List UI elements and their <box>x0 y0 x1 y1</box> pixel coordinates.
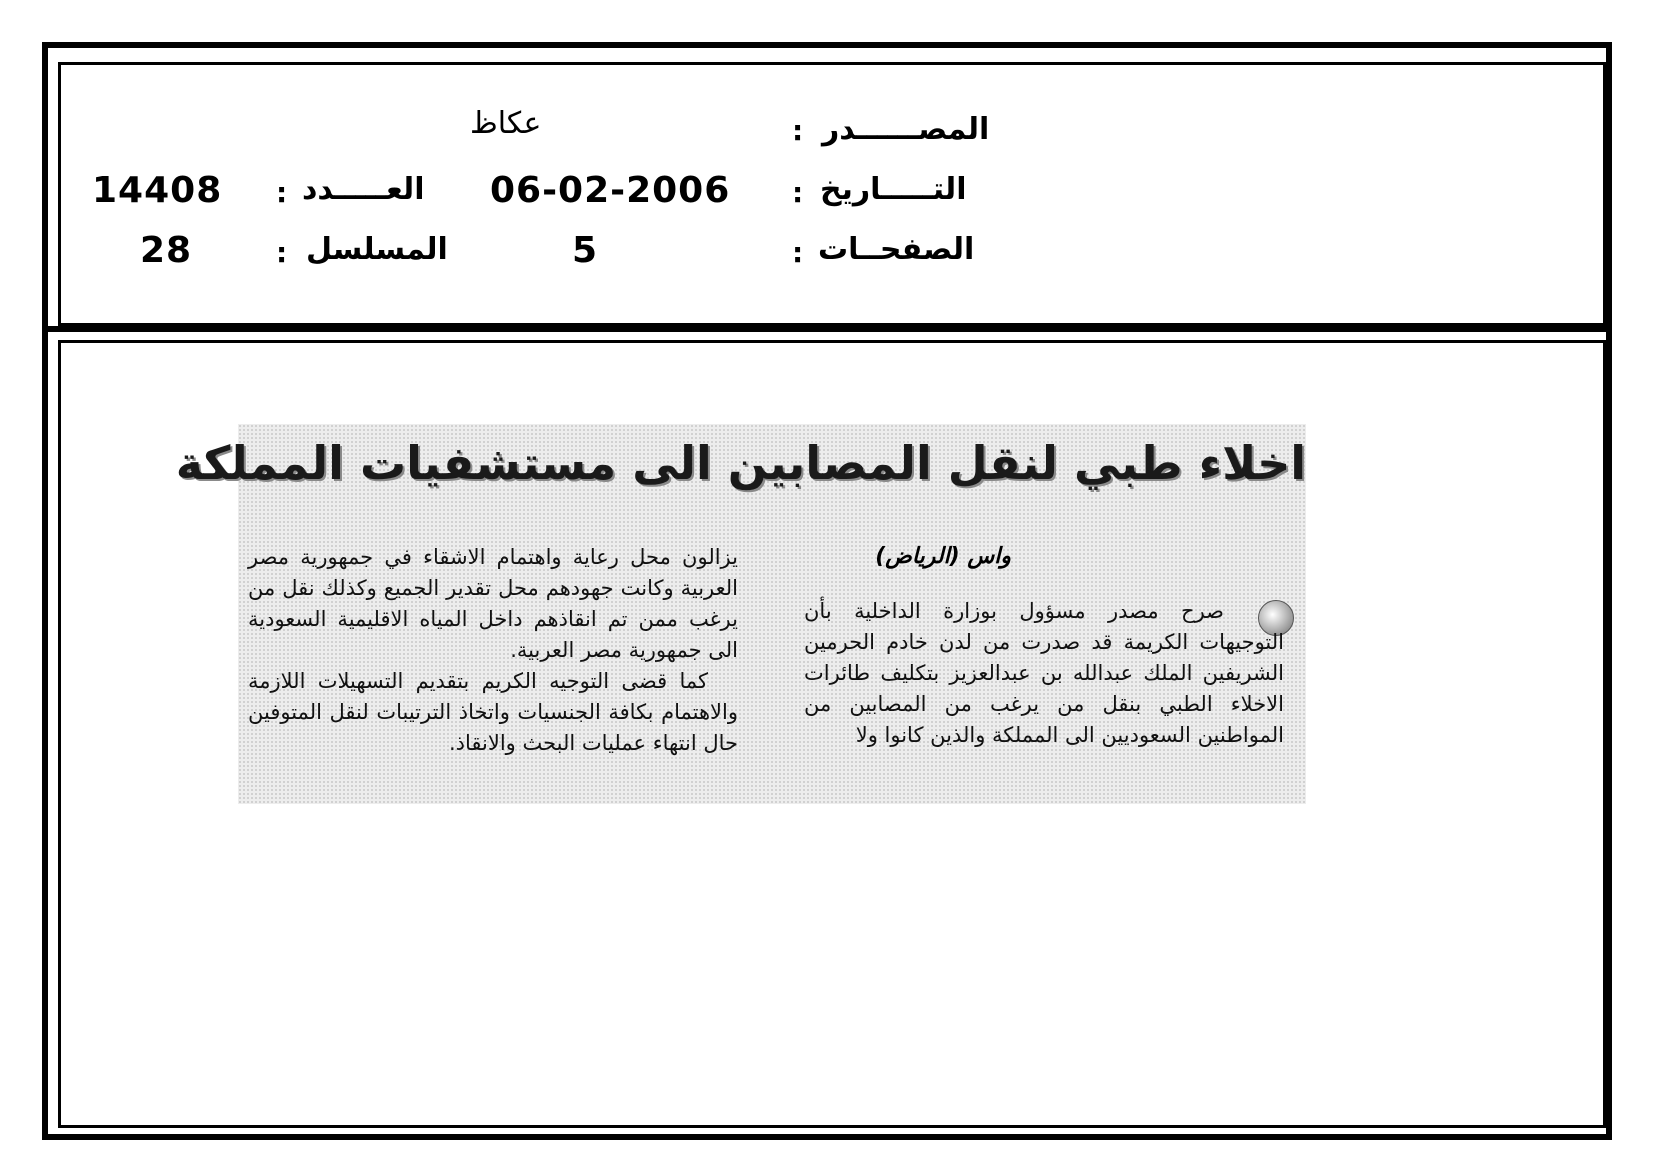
serial-value: 28 <box>140 230 193 271</box>
issue-colon: : <box>276 176 288 209</box>
date-value: 06-02-2006 <box>490 170 731 211</box>
article-column-right <box>804 596 1284 751</box>
date-label: التـــــاريخ <box>820 172 967 207</box>
article-headline: اخلاء طبي لنقل المصابين الى مستشفيات المملكة <box>175 436 1306 490</box>
article-byline: واس (الرياض) <box>875 544 1011 569</box>
header-divider <box>42 326 1612 332</box>
serial-label: المسلسل <box>306 232 448 267</box>
source-label: المصــــــدر <box>822 112 990 147</box>
pages-label: الصفحــات <box>818 232 975 267</box>
article-column-left <box>248 542 738 759</box>
article-paragraph: يزالون محل رعاية واهتمام الاشقاء في جمهورية مصر العربية وكانت جهودهم محل تقدير الجميع وكذلك نقل من يرغب ممن تم انقاذهم داخل المياه الاقليمية السعودية الى جمهورية مصر العربية. <box>248 545 738 662</box>
date-colon: : <box>792 176 804 209</box>
source-value: عكاظ <box>470 106 542 141</box>
serial-colon: : <box>276 236 288 269</box>
issue-value: 14408 <box>92 170 223 211</box>
pages-value: 5 <box>572 230 599 271</box>
pages-colon: : <box>792 236 804 269</box>
source-colon: : <box>792 114 804 147</box>
article-paragraph: صرح مصدر مسؤول بوزارة الداخلية بأن التوجيهات الكريمة قد صدرت من لدن خادم الحرمين الشريفين الملك عبدالله بن عبدالعزيز بتكليف طائرات الاخلاء الطبي بنقل من يرغب من المصابين من المواطنين السعوديين الى المملكة والذين كانوا ولا <box>804 599 1284 747</box>
issue-label: العـــــدد <box>302 172 425 207</box>
newspaper-clipping <box>175 424 1306 804</box>
article-paragraph: كما قضى التوجيه الكريم بتقديم التسهيلات اللازمة والاهتمام بكافة الجنسيات واتخاذ الترتيبات لنقل المتوفين حال انتهاء عمليات البحث والانقاذ. <box>248 669 738 755</box>
